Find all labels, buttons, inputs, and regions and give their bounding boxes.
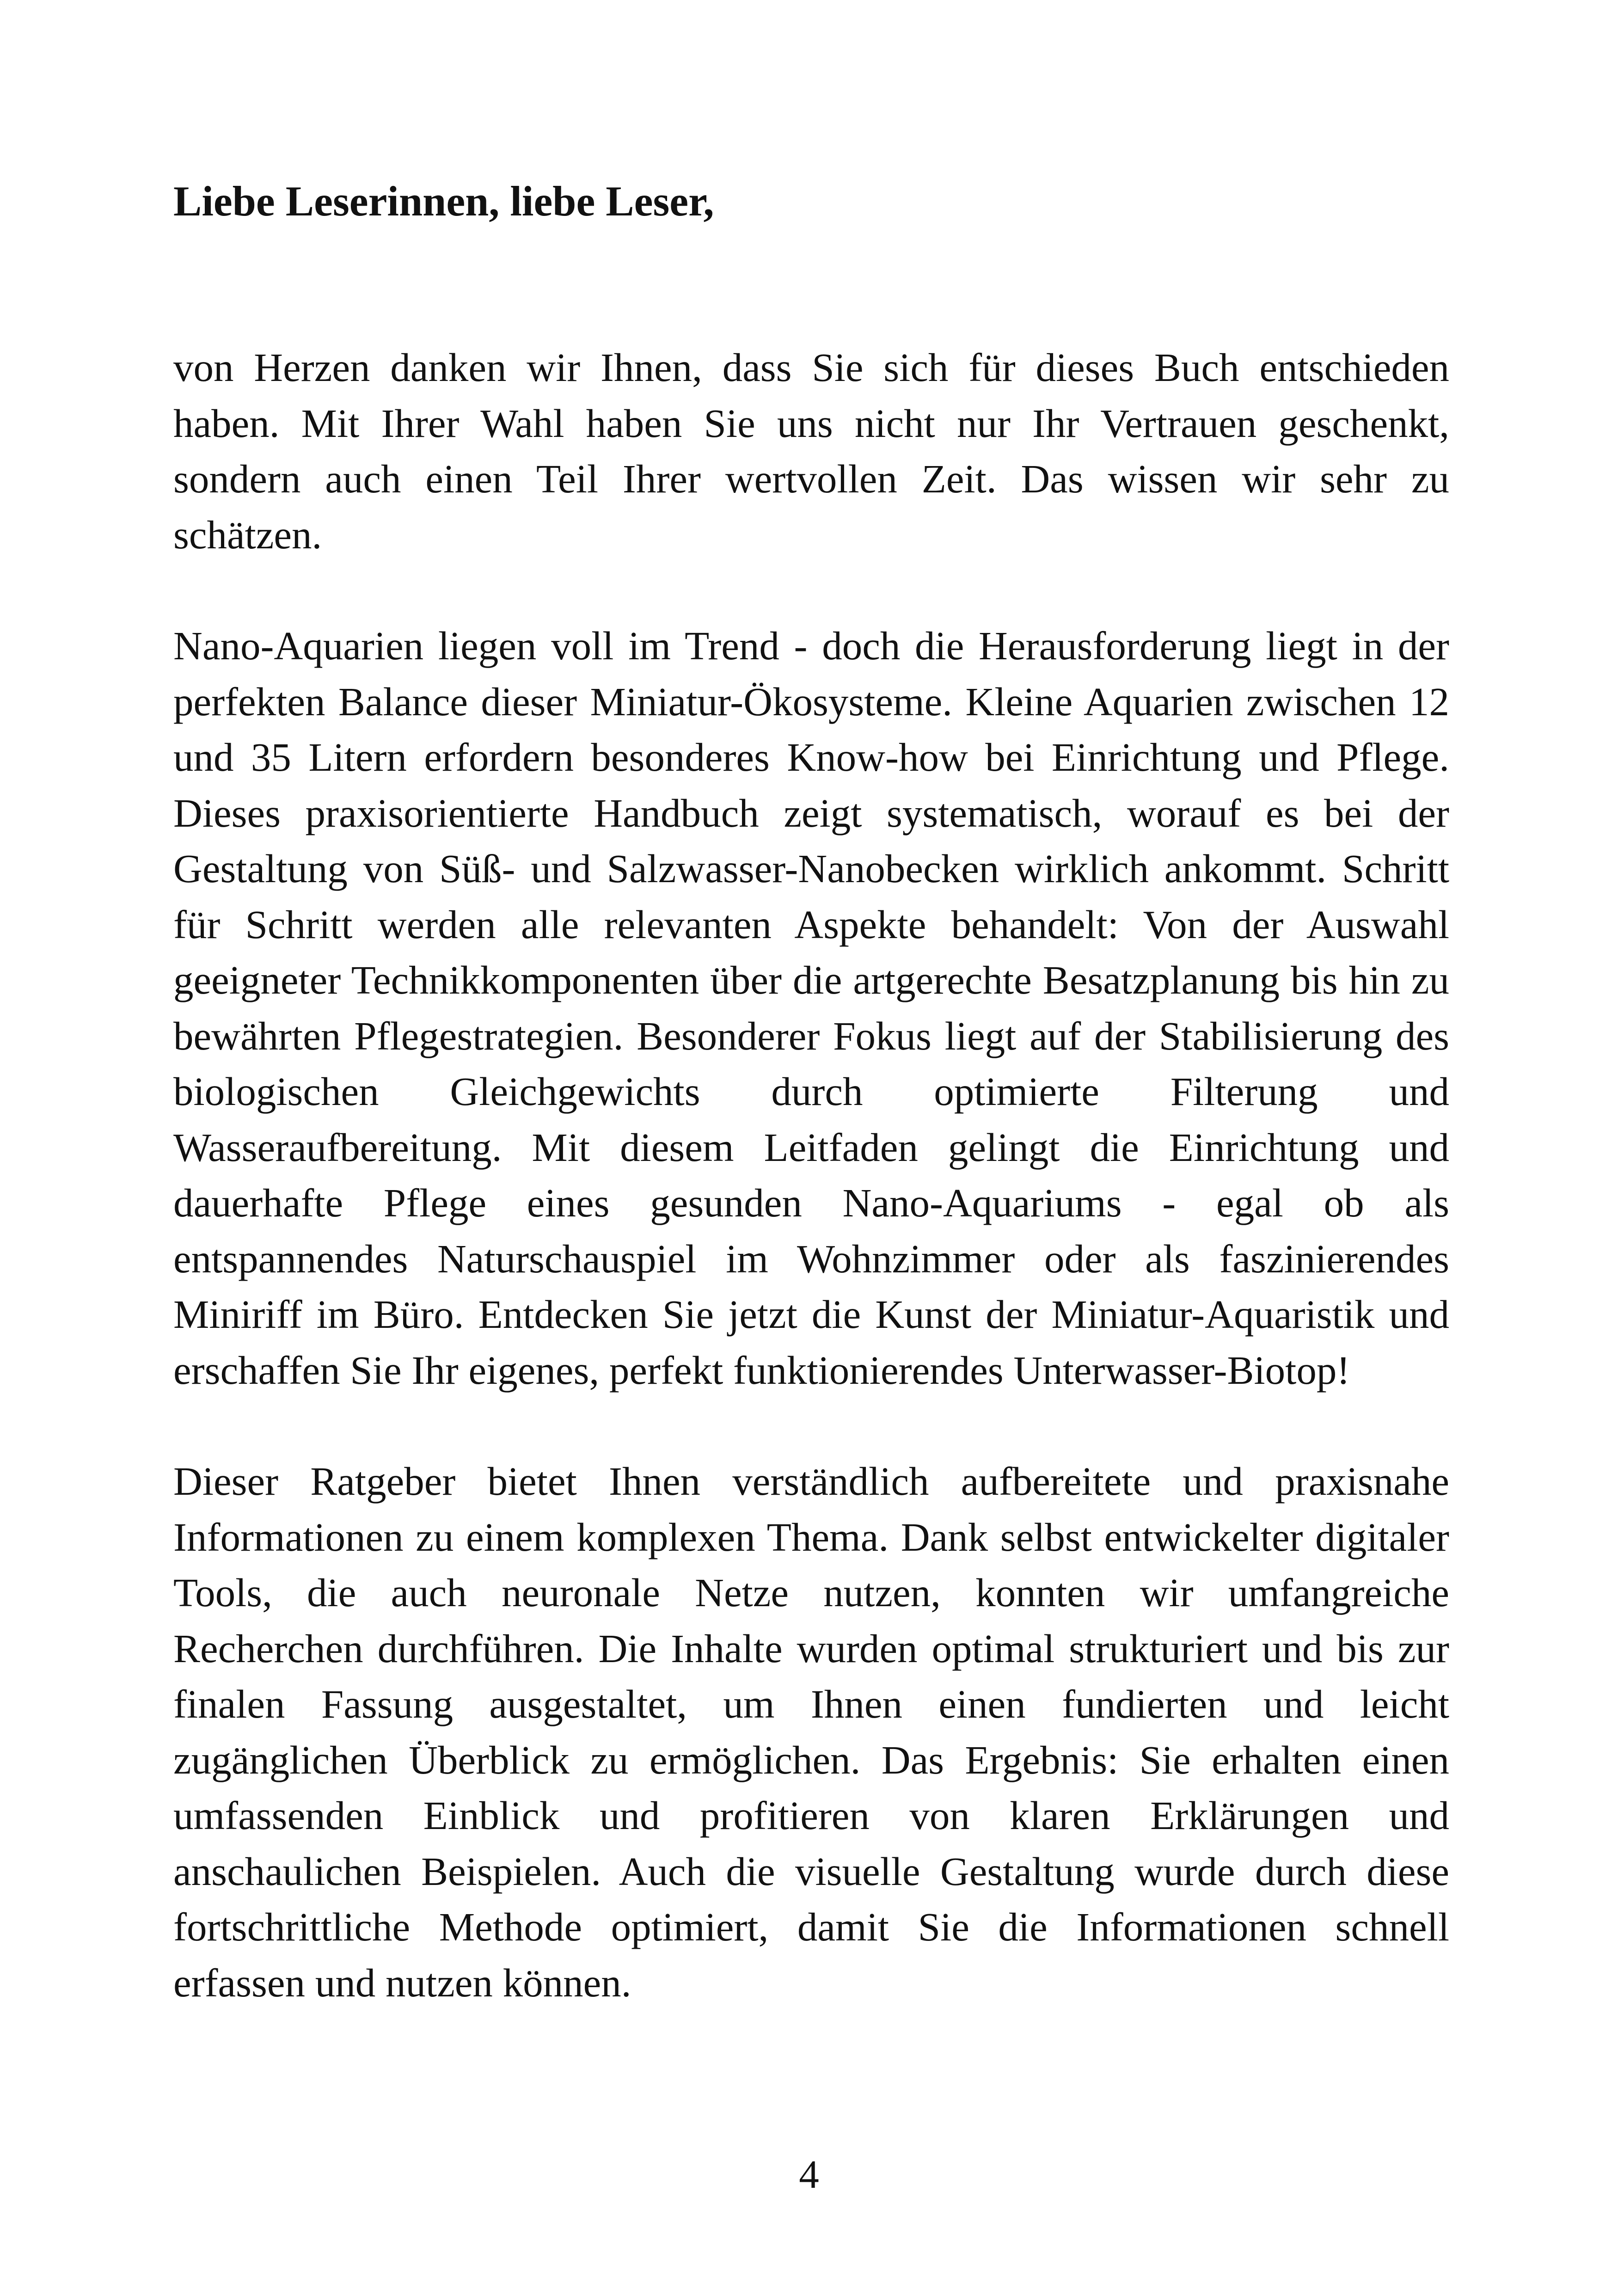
page-number: 4: [799, 2152, 819, 2197]
paragraph-thanks: von Herzen danken wir Ihnen, dass Sie sich für dieses Buch entschieden haben. Mit Ihrer Wahl haben Sie uns nicht nur Ihr Vertrauen geschenkt, sondern auch einen Teil Ihrer wertvollen Zeit. Das wissen wir sehr zu schätzen.: [173, 345, 1449, 557]
paragraph-ratgeber: Dieser Ratgeber bietet Ihnen verständlich aufbereitete und praxisnahe Informationen zu einem komplexen Thema. Dank selbst entwickelter digitaler Tools, die auch neuronale Netze nutzen, konnten wir umfangreiche Recherchen durchführen. Die Inhalte wurden optimal strukturiert und bis zur finalen Fassung ausgestaltet, um Ihnen einen fundierten und leicht zugänglichen Überblick zu ermöglichen. Das Ergebnis: Sie erhalten einen umfassenden Einblick und profitieren von klaren Erklärungen und anschaulichen Beispielen. Auch die visuelle Gestaltung wurde durch diese fortschrittliche Methode optimiert, damit Sie die Informationen schnell erfassen und nutzen können.: [173, 1459, 1449, 2005]
body-text: [173, 340, 1449, 2066]
greeting-heading: Liebe Leserinnen, liebe Leser,: [173, 178, 714, 225]
paragraph-nano-aquarien: Nano-Aquarien liegen voll im Trend - doch die Herausforderung liegt in der perfekten Balance dieser Miniatur-Ökosysteme. Kleine Aquarien zwischen 12 und 35 Litern erfordern besonderes Know-how bei Einrichtung und Pflege. Dieses praxisorientierte Handbuch zeigt systematisch, worauf es bei der Gestaltung von Süß- und Salzwasser-Nanobecken wirklich ankommt. Schritt für Schritt werden alle relevanten Aspekte behandelt: Von der Auswahl geeigneter Technikkomponenten über die artgerechte Besatzplanung bis hin zu bewährten Pflegestrategien. Besonderer Fokus liegt auf der Stabilisierung des biologischen Gleichgewichts durch optimierte Filterung und Wasseraufbereitung. Mit diesem Leitfaden gelingt die Einrichtung und dauerhafte Pflege eines gesunden Nano-Aquariums - egal ob als entspannendes Naturschauspiel im Wohnzimmer oder als faszinierendes Miniriff im Büro. Entdecken Sie jetzt die Kunst der Miniatur-Aquaristik und erschaffen Sie Ihr eigenes, perfekt funktionierendes Unterwasser-Biotop!: [173, 623, 1449, 1393]
